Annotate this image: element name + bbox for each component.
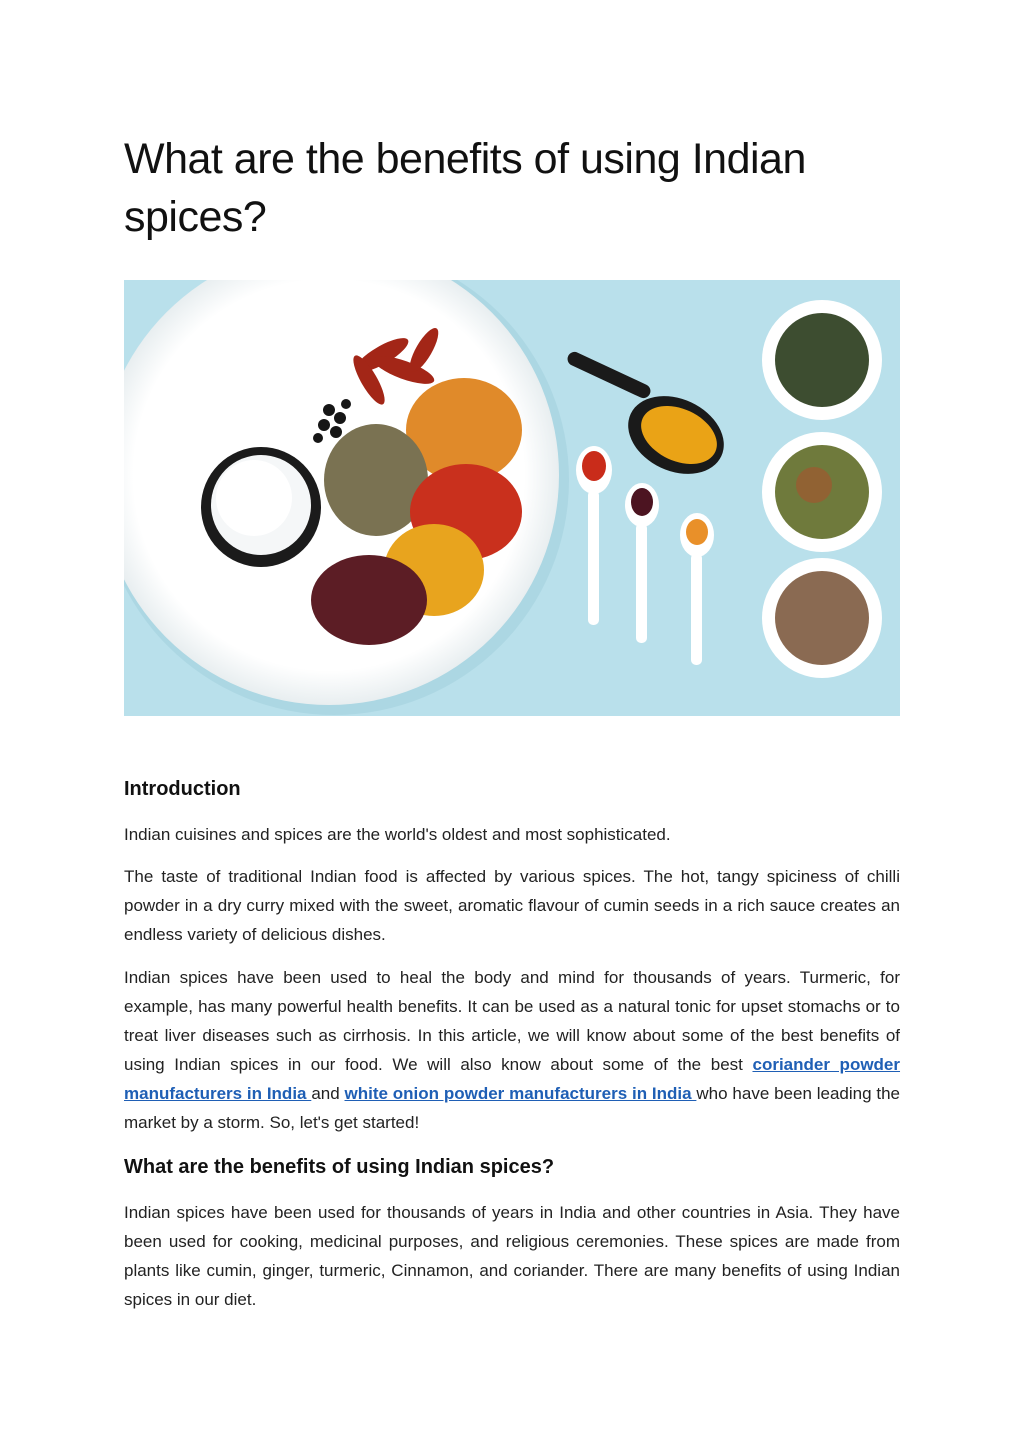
paragraph-4: Indian spices have been used for thousands of years in India and other countries in Asia. They have been used for cooking, medicinal purposes, and religious ceremonies. These spices are made from plants like cumin, ginger, turmeric, Cinnamon, and coriander. There are many benefits of using Indian spices in our diet. xyxy=(124,1203,900,1309)
benefits-heading: What are the benefits of using Indian spices? xyxy=(124,1156,555,1178)
paragraph-3-start: Indian spices have been used to heal the body and mind for thousands of years. Turmeric, for example, has many powerful health benefits. It can be used as a natural tonic for upset stomachs or to treat liver diseases such as cirrhosis. In this article, we will know about some of the best benefits of using Indian spices in our food. We will also know about some of the best xyxy=(124,968,900,1074)
paragraph-1: Indian cuisines and spices are the world's oldest and most sophisticated. xyxy=(124,825,671,844)
paragraph-3 xyxy=(124,963,900,1137)
coriander-powder-link[interactable]: coriander powder manufacturers in India xyxy=(124,1055,901,1103)
paragraph-3-end: who have been leading the market by a storm. So, let's get started! xyxy=(124,1084,900,1132)
paragraph-3-mid: and xyxy=(311,1084,345,1103)
paragraph-2: The taste of traditional Indian food is affected by various spices. The hot, tangy spiciness of chilli powder in a dry curry mixed with the sweet, aromatic flavour of cumin seeds in a rich sauce creates an endless variety of delicious dishes. xyxy=(124,867,900,944)
page-title: What are the benefits of using Indian spices? xyxy=(124,135,806,241)
white-onion-powder-link[interactable]: white onion powder manufacturers in India xyxy=(344,1084,697,1103)
hero-image xyxy=(124,280,900,716)
introduction-heading: Introduction xyxy=(124,778,241,800)
